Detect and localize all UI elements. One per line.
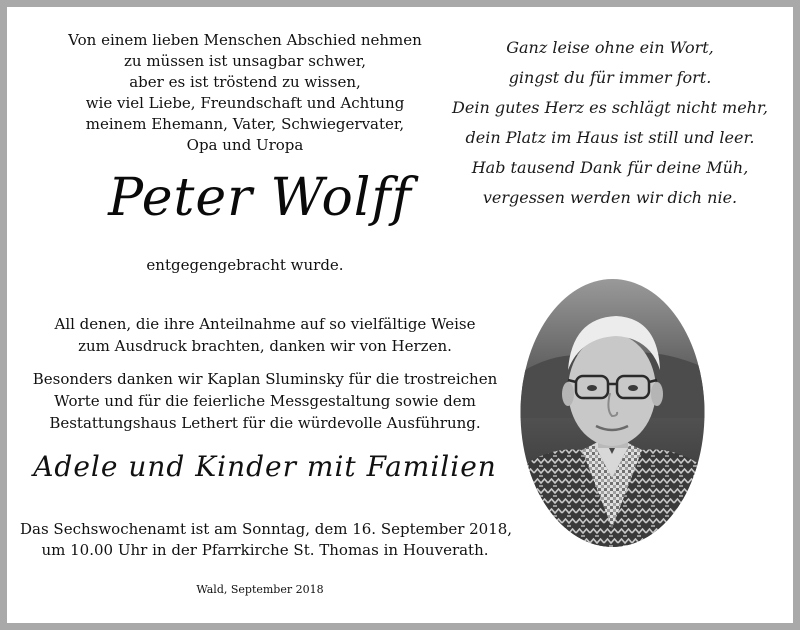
- intro-line: meinem Ehemann, Vater, Schwiegervater,: [85, 115, 405, 133]
- intro-line: aber es ist tröstend zu wissen,: [129, 73, 361, 91]
- eye-left: [587, 385, 597, 391]
- ear-right: [651, 382, 663, 406]
- poem-line: vergessen werden wir dich nie.: [482, 188, 738, 207]
- place-date: Wald, September 2018: [196, 583, 324, 596]
- service-line: Das Sechswochenamt ist am Sonntag, dem 16. September 2018,: [20, 520, 513, 538]
- poem-line: gingst du für immer fort.: [508, 68, 712, 87]
- intro-line: Von einem lieben Menschen Abschied nehmen: [68, 31, 422, 49]
- poem-line: Dein gutes Herz es schlägt nicht mehr,: [452, 98, 768, 117]
- service-line: um 10.00 Uhr in der Pfarrkirche St. Thomas in Houverath.: [41, 541, 489, 559]
- intro-line: Opa und Uropa: [186, 136, 304, 154]
- poem: [435, 33, 785, 213]
- thanks-line: zum Ausdruck brachten, danken wir von Herzen.: [78, 337, 452, 355]
- special-thanks-line: Worte und für die feierliche Messgestaltung sowie dem: [54, 392, 476, 410]
- ear-left: [562, 382, 574, 406]
- service-info: [20, 519, 513, 561]
- deceased-name: Peter Wolff: [108, 168, 412, 228]
- thanks-text: [20, 313, 510, 357]
- eye-right: [628, 385, 638, 391]
- after-name-text: entgegengebracht wurde.: [146, 256, 344, 274]
- poem-line: dein Platz im Haus ist still und leer.: [465, 128, 755, 147]
- poem-line: Ganz leise ohne ein Wort,: [506, 38, 714, 57]
- poem-line: Hab tausend Dank für deine Müh,: [471, 158, 749, 177]
- special-thanks-text: [20, 368, 510, 434]
- intro-line: zu müssen ist unsagbar schwer,: [123, 52, 367, 70]
- family-signature: Adele und Kinder mit Familien: [33, 450, 497, 483]
- portrait-photo: [520, 278, 705, 548]
- thanks-line: All denen, die ihre Anteilnahme auf so vielfältige Weise: [54, 315, 476, 333]
- special-thanks-line: Bestattungshaus Lethert für die würdevolle Ausführung.: [49, 414, 481, 432]
- special-thanks-line: Besonders danken wir Kaplan Sluminsky für die trostreichen: [32, 370, 498, 388]
- intro-line: wie viel Liebe, Freundschaft und Achtung: [85, 94, 405, 112]
- intro-text: [60, 30, 430, 156]
